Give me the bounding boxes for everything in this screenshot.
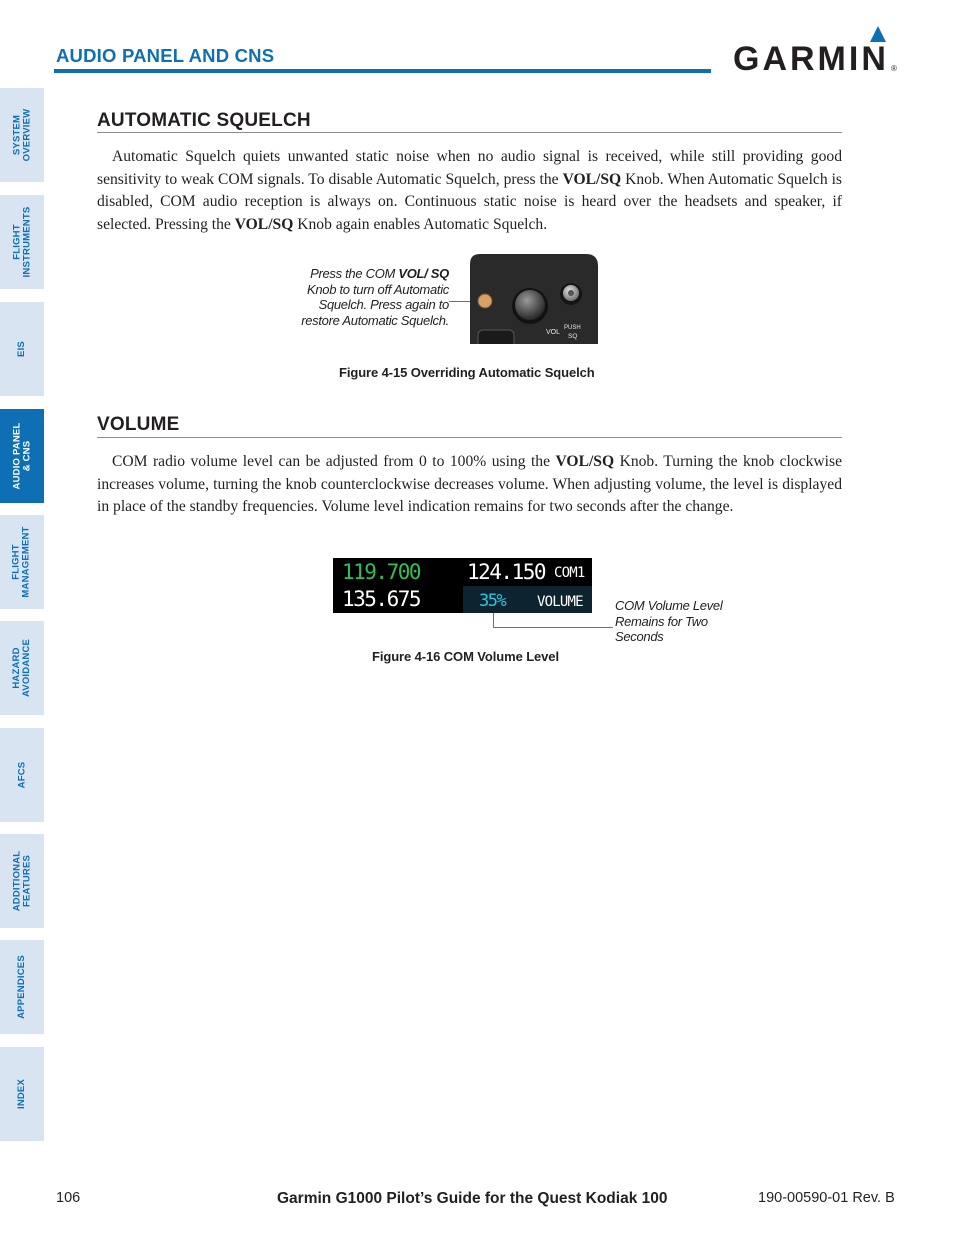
tab-label: EIS <box>15 341 27 357</box>
body-text: Knob again enables Automatic Squelch. <box>293 215 548 233</box>
knob-name: VOL/SQ <box>562 170 622 188</box>
callout-leader-line <box>493 627 613 628</box>
body-text: Knob. When Automatic Squelch is disabled, COM audio reception is always on. Continuous static noise is heard over the headsets and speaker, if selected. Pressing the <box>97 170 842 233</box>
tab-label: FLIGHT <box>11 544 23 580</box>
body-text: COM radio volume level can be adjusted from 0 to 100% using the <box>112 453 556 470</box>
tab-index[interactable] <box>0 1047 44 1141</box>
tab-label: AUDIO PANEL <box>11 422 23 490</box>
com-label: COM1 <box>554 565 585 581</box>
tab-label: MANAGEMENT <box>21 526 33 598</box>
active-frequency-1: 119.700 <box>342 560 421 584</box>
tab-system-overview[interactable] <box>0 88 44 182</box>
tab-eis[interactable] <box>0 302 44 396</box>
figure-caption-4-16: Figure 4-16 COM Volume Level <box>372 649 559 664</box>
volume-label: VOLUME <box>537 594 583 610</box>
tab-hazard-avoidance[interactable] <box>0 621 44 715</box>
tab-additional-features[interactable] <box>0 834 44 928</box>
callout-knob-name: VOL/ SQ <box>398 266 449 281</box>
logo-wordmark: GARMIN <box>733 40 889 78</box>
volume-callout: COM Volume Level Remains for Two Seconds <box>615 598 723 645</box>
tab-label: OVERVIEW <box>21 108 33 162</box>
tab-label: SYSTEM <box>11 114 23 156</box>
heading-rule <box>97 132 842 133</box>
tab-label: AFCS <box>15 761 27 789</box>
callout-text: Press the COM <box>310 266 399 281</box>
side-tab-bar <box>0 0 44 1235</box>
callout-text: Knob to turn off Automatic Squelch. Press again to restore Automatic Squelch. <box>301 281 449 329</box>
squelch-callout <box>300 266 449 329</box>
page-number: 106 <box>56 1190 81 1206</box>
com-knob-panel-image <box>470 254 598 344</box>
logo-registered-mark: ® <box>891 64 897 73</box>
body-text: Knob. Turning the knob clockwise increases volume, turning the knob counterclockwise decreases volume. When adjusting volume, the level is displayed in place of the standby frequencies. Volume level indication remains for two seconds after the change. <box>97 453 842 515</box>
tab-label: HAZARD <box>11 647 23 689</box>
tab-flight-instruments[interactable] <box>0 195 44 289</box>
knob-name: VOL/SQ <box>555 453 615 470</box>
heading-volume: VOLUME <box>97 414 180 435</box>
tab-label: INDEX <box>15 1078 27 1110</box>
vol-label: VOL <box>546 329 561 336</box>
body-text: Automatic Squelch quiets unwanted static noise when no audio signal is received, while still providing good sensitivity to weak COM signals. To disable Automatic Squelch, press the <box>97 148 842 188</box>
heading-rule <box>97 437 842 438</box>
tab-label: APPENDICES <box>16 955 28 1019</box>
tab-appendices[interactable] <box>0 940 44 1034</box>
push-label: PUSH <box>564 325 581 331</box>
tab-label: AVOIDANCE <box>21 638 33 698</box>
header-rule <box>54 69 711 73</box>
volume-level: 35% <box>479 591 506 611</box>
heading-automatic-squelch: AUTOMATIC SQUELCH <box>97 110 311 131</box>
standby-frequency: 124.150 <box>467 560 546 584</box>
section-title: AUDIO PANEL AND CNS <box>56 45 275 66</box>
figure-caption-4-15: Figure 4-15 Overriding Automatic Squelch <box>339 365 595 380</box>
tab-audio-panel-cns[interactable] <box>0 409 44 503</box>
tab-label: INSTRUMENTS <box>21 206 32 278</box>
active-frequency-2: 135.675 <box>342 587 421 611</box>
garmin-logo <box>733 26 901 78</box>
automatic-squelch-paragraph <box>97 146 842 236</box>
volume-paragraph <box>97 451 842 519</box>
document-number: 190-00590-01 Rev. B <box>758 1190 895 1206</box>
com-frequency-display <box>333 558 592 613</box>
tab-label: FLIGHT <box>11 224 22 260</box>
tab-label: FEATURES <box>21 854 33 908</box>
tab-label: & CNS <box>21 440 33 472</box>
tab-flight-management[interactable] <box>0 515 44 609</box>
sq-label: SQ <box>568 333 578 340</box>
tab-afcs[interactable] <box>0 728 44 822</box>
knob-name: VOL/SQ <box>234 215 294 233</box>
tab-label: ADDITIONAL <box>11 850 23 912</box>
document-title: Garmin G1000 Pilot’s Guide for the Quest Kodiak 100 <box>277 1190 668 1207</box>
callout-leader-line <box>493 613 494 628</box>
